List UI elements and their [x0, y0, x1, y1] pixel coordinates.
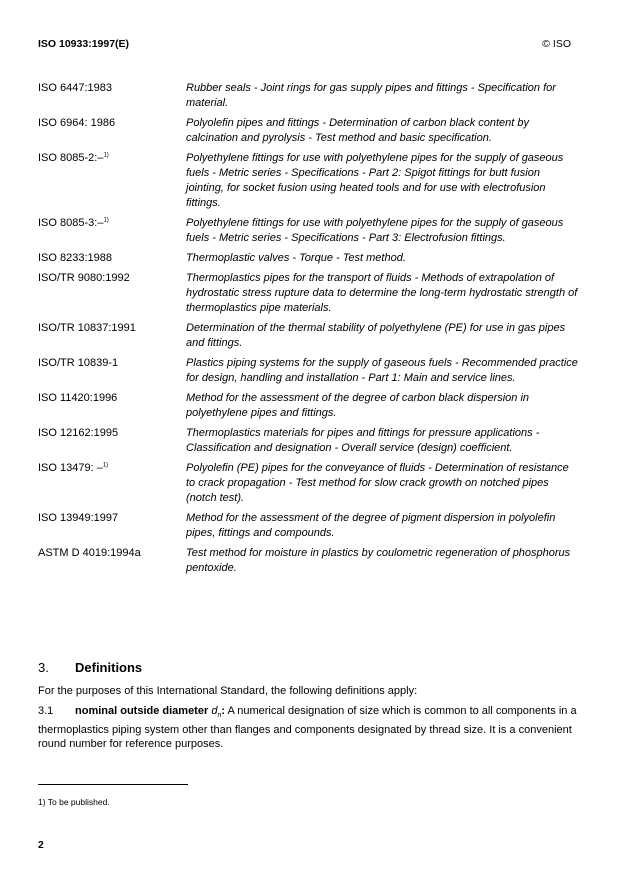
reference-id: ISO 6964: 1986 — [38, 117, 116, 129]
definition-term: nominal outside diameter — [75, 705, 209, 717]
reference-row — [38, 321, 578, 351]
definition-3-1 — [38, 704, 578, 751]
reference-id: ASTM D 4019:1994a — [38, 547, 141, 559]
reference-id: ISO 13479: –$^{1)}$ — [38, 462, 109, 474]
definition-text: A numerical designation of size which is common to all components in a thermoplastics piping system other than flanges and components designated by thread size. It is a convenient round number for reference purposes. — [38, 705, 577, 751]
definition-number: 3.1 — [38, 705, 54, 717]
reference-title: Determination of the thermal stability of polyethylene (PE) for use in gas pipes and fittings. — [186, 322, 566, 349]
reference-title: Rubber seals - Joint rings for gas supply pipes and fittings - Specification for material. — [186, 82, 556, 109]
reference-id: ISO 8085-2:–$^{1)}$ — [38, 152, 109, 164]
footnote-rule — [38, 784, 188, 785]
reference-row — [38, 426, 578, 456]
definition-symbol: $d_n$ — [211, 705, 222, 720]
reference-title: Thermoplastic valves - Torque - Test method. — [186, 252, 406, 264]
page-number: 2 — [38, 839, 44, 851]
reference-row — [38, 391, 578, 421]
reference-row — [38, 356, 578, 386]
document-id: ISO 10933:1997(E) — [38, 38, 130, 50]
footnote-marker: 1) — [102, 462, 109, 469]
reference-row — [38, 116, 578, 146]
reference-title: Method for the assessment of the degree of carbon black dispersion in polyethylene pipes and fittings. — [186, 392, 530, 419]
reference-title: Polyethylene fittings for use with polyethylene pipes for the supply of gaseous fuels - Metric series - Specifications - Part 3: Electrofusion fittings. — [186, 217, 564, 244]
reference-row — [38, 216, 578, 246]
reference-id: ISO 11420:1996 — [38, 392, 118, 404]
reference-id: ISO/TR 10837:1991 — [38, 322, 136, 334]
reference-title: Polyolefin (PE) pipes for the conveyance of fluids - Determination of resistance to crack propagation - Test method for slow crack growth on notched pipes (notch test). — [186, 462, 569, 504]
footnote-marker: 1) — [103, 217, 109, 224]
section-heading — [38, 660, 142, 675]
reference-row — [38, 271, 578, 316]
reference-row — [38, 511, 578, 541]
reference-row — [38, 461, 578, 506]
reference-title: Thermoplastics materials for pipes and fittings for pressure applications - Classification and designation - Overall service (design) coefficient. — [186, 427, 540, 454]
footnote-marker: 1) — [103, 152, 109, 159]
section-intro: For the purposes of this International Standard, the following definitions apply: — [38, 685, 418, 697]
reference-id: ISO/TR 10839-1 — [38, 357, 119, 369]
reference-id: ISO 8085-3:–$^{1)}$ — [38, 217, 109, 229]
copyright-notice: © ISO — [542, 38, 571, 50]
reference-id: ISO 6447:1983 — [38, 82, 113, 94]
reference-title: Thermoplastics pipes for the transport of fluids - Methods of extrapolation of hydrostatic stress rupture data to determine the long-term hydrostatic strength of thermoplastics pipe materials. — [186, 272, 578, 314]
reference-title: Plastics piping systems for the supply of gaseous fuels - Recommended practice for design, handling and installation - Part 1: Main and service lines. — [186, 357, 578, 384]
reference-row — [38, 151, 578, 211]
section-number: 3. — [38, 660, 49, 675]
normative-references-list — [38, 81, 578, 581]
reference-title: Polyolefin pipes and fittings - Determination of carbon black content by calcination and pyrolysis - Test method and basic specification. — [186, 117, 530, 144]
section-title: Definitions — [75, 660, 143, 675]
reference-title: Test method for moisture in plastics by coulometric regeneration of phosphorus pentoxide. — [186, 547, 571, 574]
definition-colon: : — [221, 705, 226, 717]
reference-row — [38, 546, 578, 576]
reference-title: Method for the assessment of the degree of pigment dispersion in polyolefin pipes, fittings and compounds. — [186, 512, 556, 539]
reference-title: Polyethylene fittings for use with polyethylene pipes for the supply of gaseous fuels - Metric series - Specifications - Part 2: Spigot fittings for butt fusion jointing, for socket fusion using heated tools and for use with electrofusion fittings. — [186, 152, 564, 209]
reference-row — [38, 81, 578, 111]
footnote: 1) To be published. — [38, 797, 110, 807]
reference-id: ISO 12162:1995 — [38, 427, 119, 439]
reference-row — [38, 251, 578, 266]
reference-id: ISO/TR 9080:1992 — [38, 272, 130, 284]
reference-id: ISO 13949:1997 — [38, 512, 119, 524]
reference-id: ISO 8233:1988 — [38, 252, 113, 264]
